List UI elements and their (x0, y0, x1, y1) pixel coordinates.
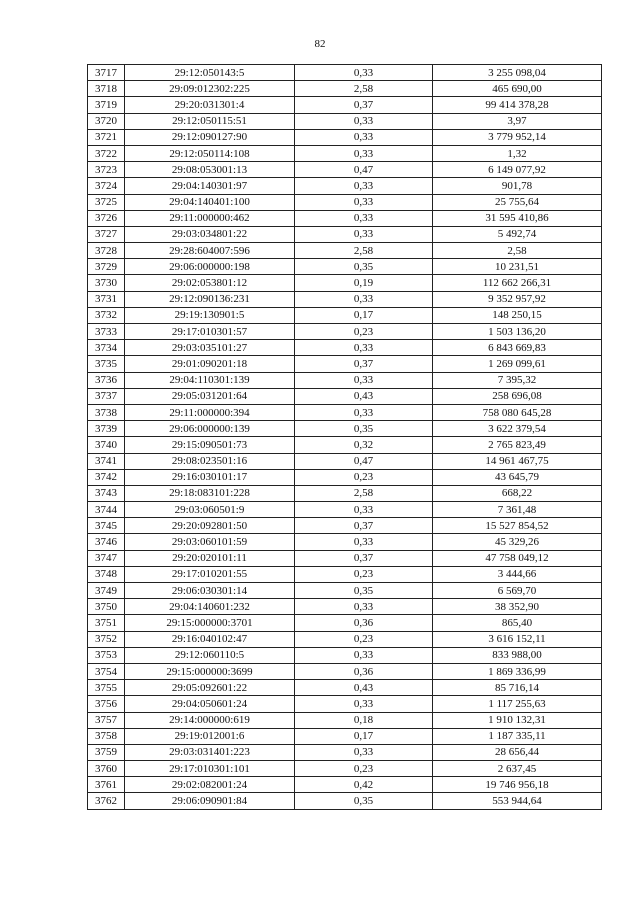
row-number-cell: 3757 (88, 712, 125, 728)
value-cell: 3,97 (433, 113, 602, 129)
row-number-cell: 3723 (88, 162, 125, 178)
value-cell: 1,32 (433, 145, 602, 161)
row-number-cell: 3721 (88, 129, 125, 145)
table-row (88, 453, 602, 469)
value-cell: 47 758 049,12 (433, 550, 602, 566)
table-row (88, 583, 602, 599)
table-row (88, 145, 602, 161)
coefficient-cell: 0,42 (295, 777, 433, 793)
cadastral-number-cell: 29:03:060101:59 (125, 534, 295, 550)
row-number-cell: 3751 (88, 615, 125, 631)
table-row (88, 421, 602, 437)
table-row (88, 129, 602, 145)
coefficient-cell: 0,33 (295, 647, 433, 663)
coefficient-cell: 0,35 (295, 259, 433, 275)
value-cell: 3 779 952,14 (433, 129, 602, 145)
value-cell: 7 395,32 (433, 372, 602, 388)
row-number-cell: 3729 (88, 259, 125, 275)
value-cell: 3 255 098,04 (433, 65, 602, 81)
row-number-cell: 3733 (88, 324, 125, 340)
coefficient-cell: 0,37 (295, 550, 433, 566)
value-cell: 7 361,48 (433, 502, 602, 518)
coefficient-cell: 0,33 (295, 534, 433, 550)
value-cell: 1 910 132,31 (433, 712, 602, 728)
row-number-cell: 3748 (88, 566, 125, 582)
value-cell: 85 716,14 (433, 680, 602, 696)
row-number-cell: 3744 (88, 502, 125, 518)
table-row (88, 534, 602, 550)
value-cell: 553 944,64 (433, 793, 602, 809)
cadastral-number-cell: 29:20:020101:11 (125, 550, 295, 566)
row-number-cell: 3735 (88, 356, 125, 372)
cadastral-number-cell: 29:18:083101:228 (125, 485, 295, 501)
row-number-cell: 3737 (88, 388, 125, 404)
value-cell: 758 080 645,28 (433, 404, 602, 420)
row-number-cell: 3727 (88, 226, 125, 242)
value-cell: 99 414 378,28 (433, 97, 602, 113)
value-cell: 19 746 956,18 (433, 777, 602, 793)
row-number-cell: 3739 (88, 421, 125, 437)
cadastral-number-cell: 29:01:090201:18 (125, 356, 295, 372)
coefficient-cell: 0,33 (295, 502, 433, 518)
value-cell: 43 645,79 (433, 469, 602, 485)
table-row (88, 97, 602, 113)
cadastral-number-cell: 29:05:031201:64 (125, 388, 295, 404)
table-row (88, 502, 602, 518)
value-cell: 1 869 336,99 (433, 663, 602, 679)
page-number: 82 (314, 38, 326, 50)
cadastral-number-cell: 29:12:090127:90 (125, 129, 295, 145)
coefficient-cell: 0,33 (295, 404, 433, 420)
coefficient-cell: 0,17 (295, 728, 433, 744)
coefficient-cell: 0,36 (295, 615, 433, 631)
coefficient-cell: 0,32 (295, 437, 433, 453)
row-number-cell: 3758 (88, 728, 125, 744)
table-row (88, 469, 602, 485)
cadastral-number-cell: 29:12:060110:5 (125, 647, 295, 663)
cadastral-number-cell: 29:28:604007:596 (125, 243, 295, 259)
cadastral-number-cell: 29:20:092801:50 (125, 518, 295, 534)
table-body (88, 65, 602, 810)
table-row (88, 210, 602, 226)
table-row (88, 307, 602, 323)
coefficient-cell: 0,33 (295, 178, 433, 194)
cadastral-number-cell: 29:04:140601:232 (125, 599, 295, 615)
table-row (88, 761, 602, 777)
coefficient-cell: 0,33 (295, 129, 433, 145)
table-row (88, 324, 602, 340)
cadastral-number-cell: 29:16:030101:17 (125, 469, 295, 485)
cadastral-number-cell: 29:08:023501:16 (125, 453, 295, 469)
value-cell: 2,58 (433, 243, 602, 259)
table-row (88, 356, 602, 372)
cadastral-number-cell: 29:09:012302:225 (125, 81, 295, 97)
row-number-cell: 3761 (88, 777, 125, 793)
value-cell: 465 690,00 (433, 81, 602, 97)
value-cell: 28 656,44 (433, 744, 602, 760)
table-row (88, 162, 602, 178)
coefficient-cell: 2,58 (295, 243, 433, 259)
value-cell: 3 616 152,11 (433, 631, 602, 647)
cadastral-number-cell: 29:12:050114:108 (125, 145, 295, 161)
coefficient-cell: 0,33 (295, 210, 433, 226)
cadastral-number-cell: 29:15:000000:3701 (125, 615, 295, 631)
table-row (88, 518, 602, 534)
coefficient-cell: 0,35 (295, 793, 433, 809)
cadastral-number-cell: 29:11:000000:462 (125, 210, 295, 226)
cadastral-number-cell: 29:17:010201:55 (125, 566, 295, 582)
table-row (88, 696, 602, 712)
row-number-cell: 3760 (88, 761, 125, 777)
coefficient-cell: 0,17 (295, 307, 433, 323)
table-row (88, 404, 602, 420)
coefficient-cell: 2,58 (295, 81, 433, 97)
value-cell: 38 352,90 (433, 599, 602, 615)
table-row (88, 340, 602, 356)
cadastral-number-cell: 29:03:035101:27 (125, 340, 295, 356)
table-row (88, 744, 602, 760)
cadastral-number-cell: 29:12:050143:5 (125, 65, 295, 81)
row-number-cell: 3759 (88, 744, 125, 760)
cadastral-value-table (87, 64, 602, 810)
row-number-cell: 3722 (88, 145, 125, 161)
coefficient-cell: 0,23 (295, 761, 433, 777)
cadastral-number-cell: 29:05:092601:22 (125, 680, 295, 696)
table-row (88, 728, 602, 744)
coefficient-cell: 0,33 (295, 744, 433, 760)
table-row (88, 566, 602, 582)
value-cell: 112 662 266,31 (433, 275, 602, 291)
cadastral-number-cell: 29:19:130901:5 (125, 307, 295, 323)
value-cell: 14 961 467,75 (433, 453, 602, 469)
row-number-cell: 3726 (88, 210, 125, 226)
table-row (88, 388, 602, 404)
row-number-cell: 3745 (88, 518, 125, 534)
value-cell: 1 187 335,11 (433, 728, 602, 744)
cadastral-number-cell: 29:04:140301:97 (125, 178, 295, 194)
table-row (88, 550, 602, 566)
row-number-cell: 3718 (88, 81, 125, 97)
coefficient-cell: 0,43 (295, 388, 433, 404)
table-row (88, 113, 602, 129)
row-number-cell: 3753 (88, 647, 125, 663)
cadastral-number-cell: 29:16:040102:47 (125, 631, 295, 647)
coefficient-cell: 0,35 (295, 583, 433, 599)
row-number-cell: 3752 (88, 631, 125, 647)
row-number-cell: 3725 (88, 194, 125, 210)
row-number-cell: 3750 (88, 599, 125, 615)
cadastral-number-cell: 29:06:000000:198 (125, 259, 295, 275)
coefficient-cell: 0,23 (295, 566, 433, 582)
row-number-cell: 3747 (88, 550, 125, 566)
table-row (88, 663, 602, 679)
cadastral-number-cell: 29:17:010301:101 (125, 761, 295, 777)
value-cell: 1 269 099,61 (433, 356, 602, 372)
cadastral-number-cell: 29:04:050601:24 (125, 696, 295, 712)
coefficient-cell: 0,33 (295, 696, 433, 712)
table-row (88, 485, 602, 501)
row-number-cell: 3720 (88, 113, 125, 129)
coefficient-cell: 0,33 (295, 340, 433, 356)
value-cell: 10 231,51 (433, 259, 602, 275)
cadastral-number-cell: 29:02:082001:24 (125, 777, 295, 793)
table-row (88, 777, 602, 793)
value-cell: 3 622 379,54 (433, 421, 602, 437)
cadastral-number-cell: 29:03:031401:223 (125, 744, 295, 760)
value-cell: 25 755,64 (433, 194, 602, 210)
cadastral-number-cell: 29:06:030301:14 (125, 583, 295, 599)
value-cell: 833 988,00 (433, 647, 602, 663)
table-row (88, 226, 602, 242)
table-row (88, 178, 602, 194)
row-number-cell: 3731 (88, 291, 125, 307)
coefficient-cell: 0,36 (295, 663, 433, 679)
coefficient-cell: 0,37 (295, 97, 433, 113)
value-cell: 901,78 (433, 178, 602, 194)
table-row (88, 615, 602, 631)
coefficient-cell: 0,33 (295, 372, 433, 388)
coefficient-cell: 0,37 (295, 356, 433, 372)
cadastral-number-cell: 29:19:012001:6 (125, 728, 295, 744)
value-cell: 15 527 854,52 (433, 518, 602, 534)
coefficient-cell: 0,33 (295, 226, 433, 242)
table-row (88, 243, 602, 259)
coefficient-cell: 0,47 (295, 453, 433, 469)
table-row (88, 793, 602, 809)
coefficient-cell: 0,33 (295, 145, 433, 161)
coefficient-cell: 0,35 (295, 421, 433, 437)
cadastral-number-cell: 29:03:034801:22 (125, 226, 295, 242)
table-row (88, 291, 602, 307)
row-number-cell: 3743 (88, 485, 125, 501)
coefficient-cell: 0,33 (295, 65, 433, 81)
cadastral-number-cell: 29:20:031301:4 (125, 97, 295, 113)
row-number-cell: 3746 (88, 534, 125, 550)
cadastral-number-cell: 29:12:090136:231 (125, 291, 295, 307)
table-row (88, 81, 602, 97)
value-cell: 6 569,70 (433, 583, 602, 599)
coefficient-cell: 2,58 (295, 485, 433, 501)
coefficient-cell: 0,37 (295, 518, 433, 534)
cadastral-number-cell: 29:15:090501:73 (125, 437, 295, 453)
coefficient-cell: 0,33 (295, 599, 433, 615)
row-number-cell: 3749 (88, 583, 125, 599)
value-cell: 148 250,15 (433, 307, 602, 323)
coefficient-cell: 0,23 (295, 469, 433, 485)
coefficient-cell: 0,18 (295, 712, 433, 728)
table-row (88, 437, 602, 453)
row-number-cell: 3732 (88, 307, 125, 323)
cadastral-number-cell: 29:15:000000:3699 (125, 663, 295, 679)
value-cell: 1 117 255,63 (433, 696, 602, 712)
coefficient-cell: 0,47 (295, 162, 433, 178)
table-row (88, 599, 602, 615)
cadastral-number-cell: 29:11:000000:394 (125, 404, 295, 420)
row-number-cell: 3734 (88, 340, 125, 356)
cadastral-number-cell: 29:12:050115:51 (125, 113, 295, 129)
cadastral-number-cell: 29:04:140401:100 (125, 194, 295, 210)
table-row (88, 631, 602, 647)
row-number-cell: 3756 (88, 696, 125, 712)
cadastral-number-cell: 29:03:060501:9 (125, 502, 295, 518)
table-row (88, 647, 602, 663)
cadastral-number-cell: 29:06:000000:139 (125, 421, 295, 437)
cadastral-number-cell: 29:06:090901:84 (125, 793, 295, 809)
row-number-cell: 3724 (88, 178, 125, 194)
coefficient-cell: 0,23 (295, 631, 433, 647)
row-number-cell: 3717 (88, 65, 125, 81)
coefficient-cell: 0,43 (295, 680, 433, 696)
value-cell: 31 595 410,86 (433, 210, 602, 226)
value-cell: 2 765 823,49 (433, 437, 602, 453)
row-number-cell: 3740 (88, 437, 125, 453)
cadastral-number-cell: 29:14:000000:619 (125, 712, 295, 728)
table-row (88, 65, 602, 81)
table-row (88, 680, 602, 696)
coefficient-cell: 0,33 (295, 194, 433, 210)
table-row (88, 712, 602, 728)
coefficient-cell: 0,19 (295, 275, 433, 291)
row-number-cell: 3754 (88, 663, 125, 679)
row-number-cell: 3738 (88, 404, 125, 420)
table-row (88, 194, 602, 210)
row-number-cell: 3762 (88, 793, 125, 809)
row-number-cell: 3736 (88, 372, 125, 388)
table-row (88, 372, 602, 388)
value-cell: 9 352 957,92 (433, 291, 602, 307)
table-row (88, 275, 602, 291)
value-cell: 668,22 (433, 485, 602, 501)
coefficient-cell: 0,33 (295, 113, 433, 129)
value-cell: 45 329,26 (433, 534, 602, 550)
row-number-cell: 3728 (88, 243, 125, 259)
cadastral-number-cell: 29:17:010301:57 (125, 324, 295, 340)
value-cell: 865,40 (433, 615, 602, 631)
row-number-cell: 3741 (88, 453, 125, 469)
value-cell: 3 444,66 (433, 566, 602, 582)
table-row (88, 259, 602, 275)
row-number-cell: 3719 (88, 97, 125, 113)
cadastral-number-cell: 29:08:053001:13 (125, 162, 295, 178)
coefficient-cell: 0,33 (295, 291, 433, 307)
value-cell: 2 637,45 (433, 761, 602, 777)
value-cell: 6 843 669,83 (433, 340, 602, 356)
cadastral-number-cell: 29:02:053801:12 (125, 275, 295, 291)
row-number-cell: 3742 (88, 469, 125, 485)
value-cell: 6 149 077,92 (433, 162, 602, 178)
cadastral-number-cell: 29:04:110301:139 (125, 372, 295, 388)
value-cell: 258 696,08 (433, 388, 602, 404)
row-number-cell: 3755 (88, 680, 125, 696)
value-cell: 5 492,74 (433, 226, 602, 242)
row-number-cell: 3730 (88, 275, 125, 291)
value-cell: 1 503 136,20 (433, 324, 602, 340)
coefficient-cell: 0,23 (295, 324, 433, 340)
